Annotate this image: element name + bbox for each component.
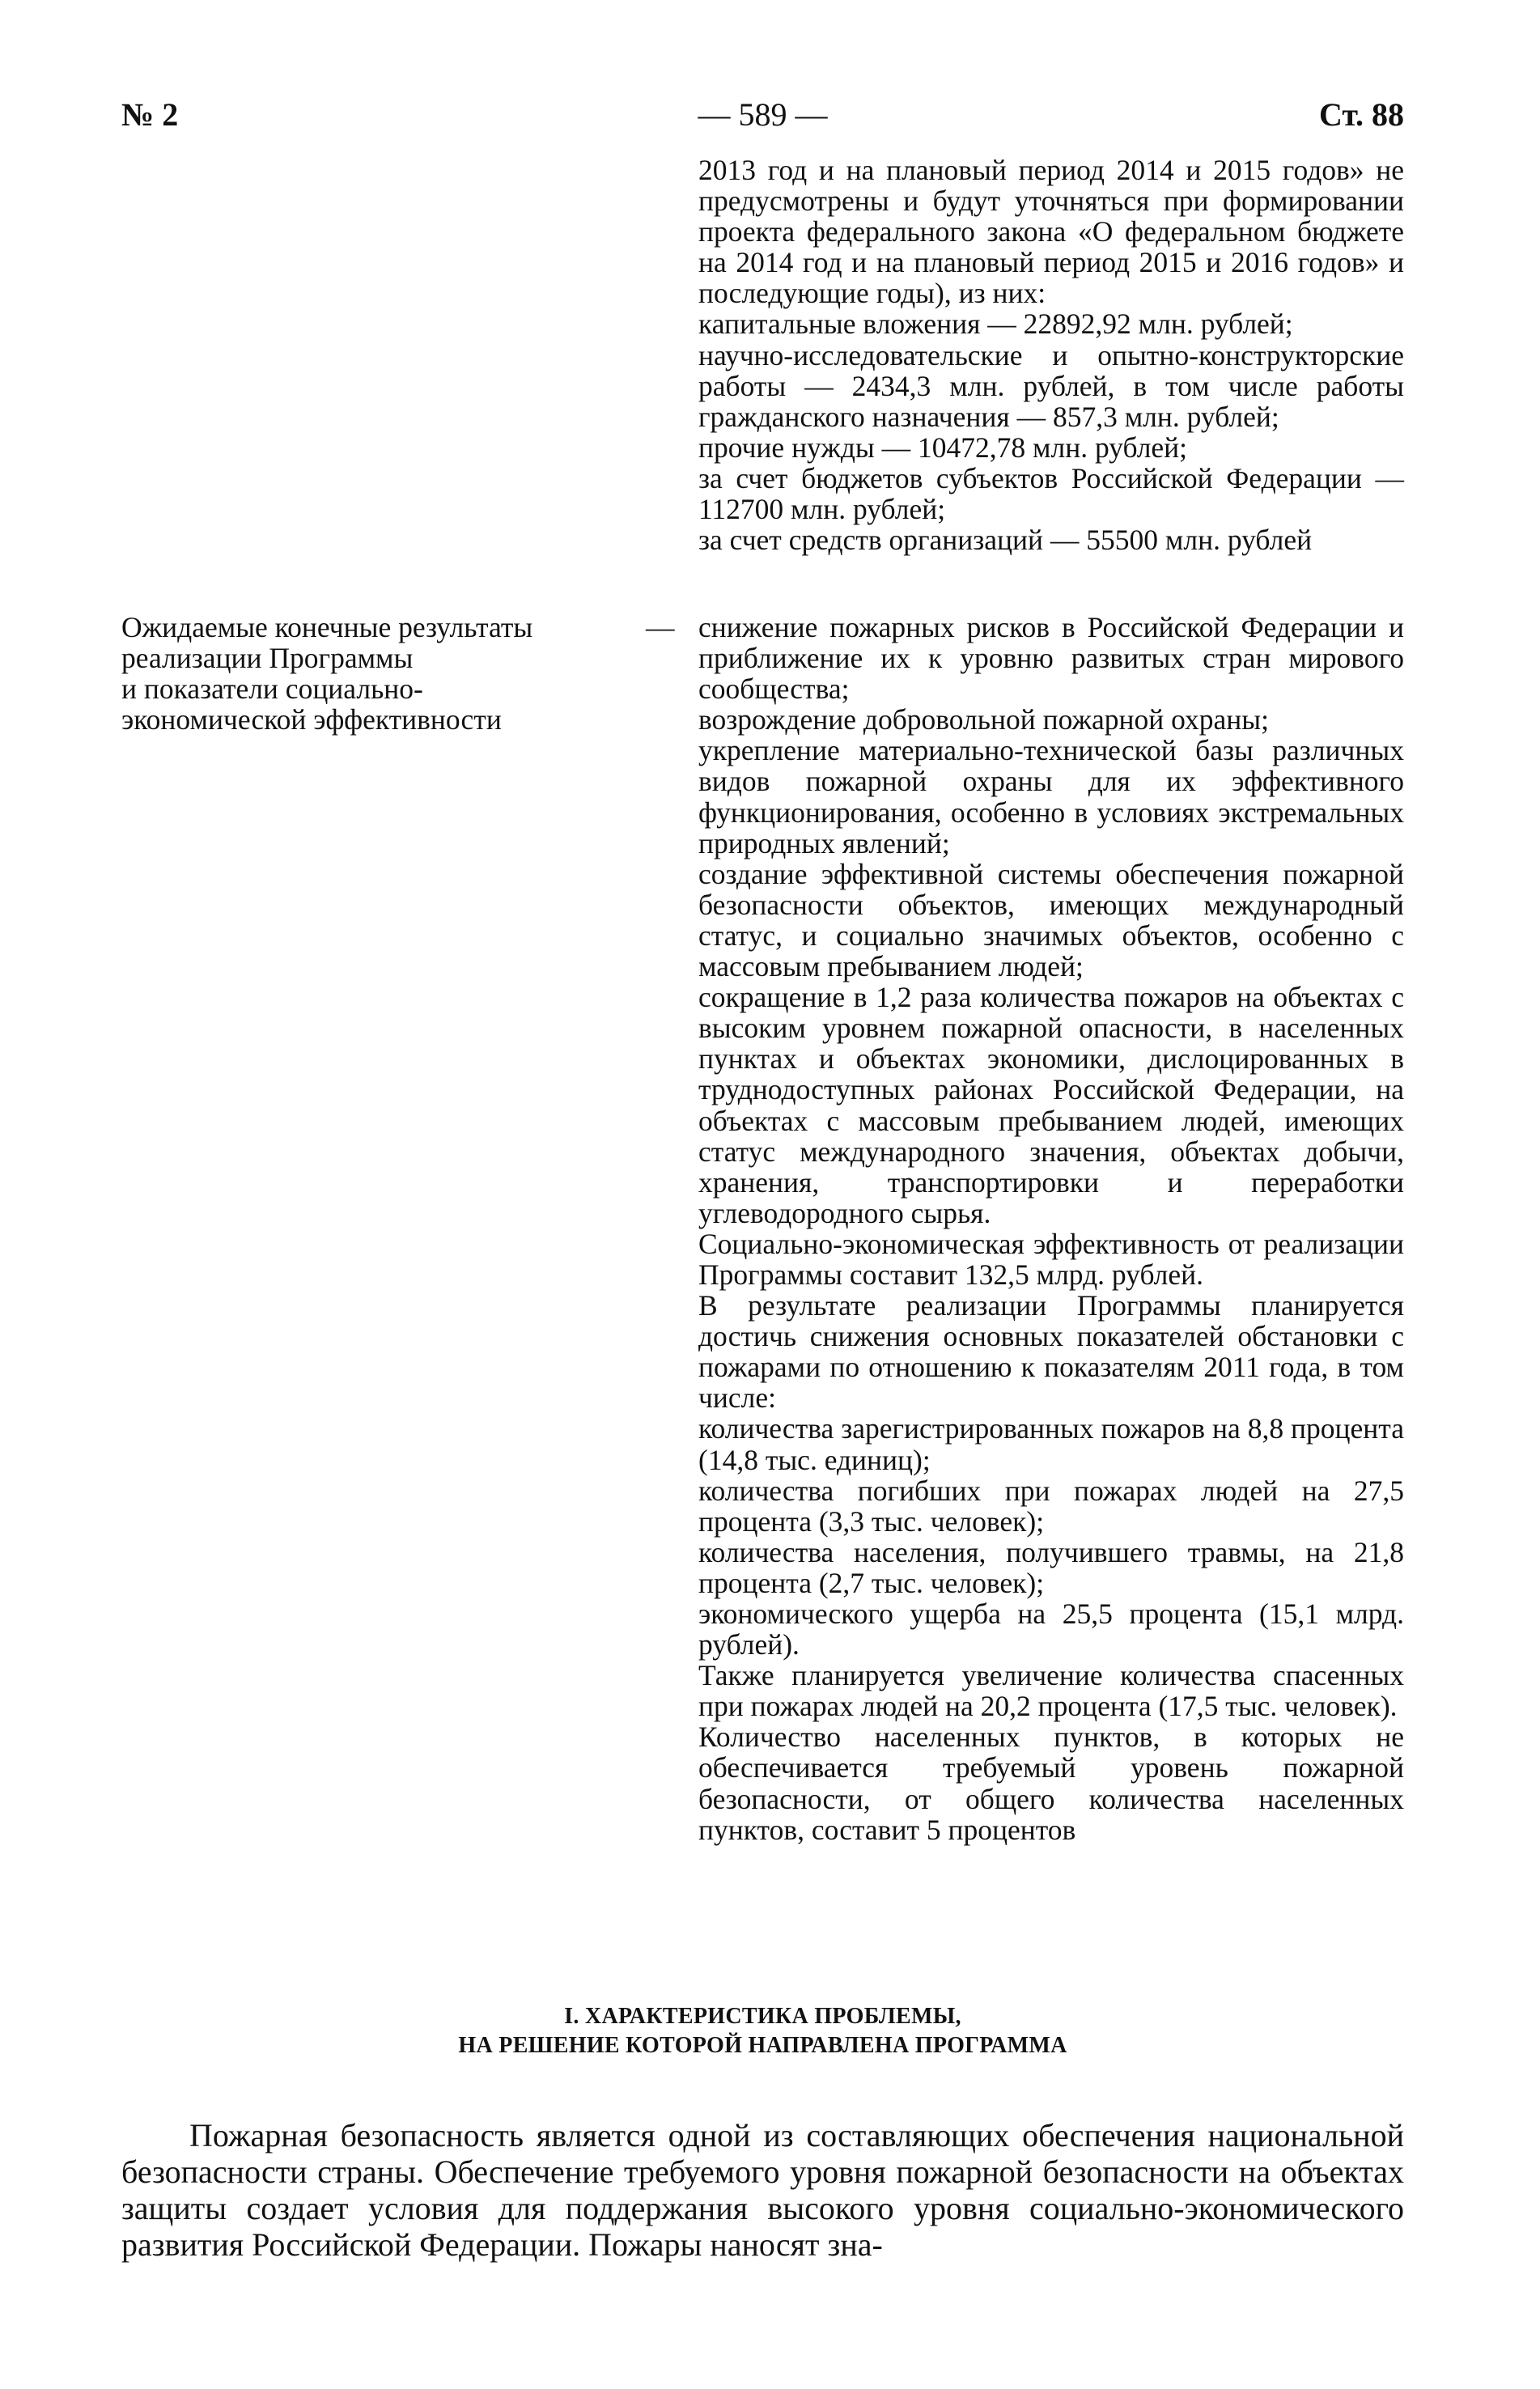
funding-item: прочие нужды — 10472,78 млн. рублей; [698, 431, 1188, 464]
results-dash: — [646, 611, 675, 643]
results-item: количества населения, получившего травмы, на 21,8 процента (2,7 тыс. человек); [698, 1535, 1404, 1599]
results-item: создание эффективной системы обеспечения пожарной безопасности объектов, имеющих международный статус, и социально значимых объектов, особенно с массовым пребыванием людей; [698, 857, 1404, 983]
results-item: возрождение добровольной пожарной охраны; [698, 703, 1269, 736]
section-paragraph: Пожарная безопасность является одной из составляющих обеспечения национальной безопасности страны. Обеспечение требуемого уровня пожарной безопасности на объектах защиты создает условия для поддержания высокого уровня социально-экономического развития Российской Федерации. Пожары наносят зна- [121, 2117, 1404, 2263]
results-item: Социально-экономическая эффективность от реализации Программы составит 132,5 млрд. рублей. [698, 1227, 1404, 1291]
results-item: Количество населенных пунктов, в которых не обеспечивается требуемый уровень пожарной безопасности, от общего количества населенных пунктов, составит 5 процентов [698, 1721, 1404, 1846]
issue-number: № 2 [121, 96, 179, 133]
funding-item: за счет средств организаций — 55500 млн. рублей [698, 524, 1313, 557]
funding-intro: 2013 год и на плановый период 2014 и 2015 годов» не предусмотрены и будут уточняться при формировании проекта федерального закона «О федеральном бюджете на 2014 год и на плановый период 2015 и 2016 годов» и последующие годы), из них: [698, 154, 1404, 310]
funding-item: научно-исследовательские и опытно-конструкторские работы — 2434,3 млн. рублей, в том числе работы гражданского назначения — 857,3 млн. рублей; [698, 338, 1404, 433]
results-list [698, 612, 1404, 1845]
results-item: количества погибших при пожарах людей на 27,5 процента (3,3 тыс. человек); [698, 1474, 1404, 1538]
section-title [121, 2002, 1404, 2060]
results-item: Также планируется увеличение количества спасенных при пожарах людей на 20,2 процента (17,5 тыс. человек). [698, 1659, 1404, 1723]
results-item: экономического ущерба на 25,5 процента (15,1 млрд. рублей). [698, 1598, 1404, 1661]
funding-continuation [698, 155, 1404, 555]
results-item: укрепление материально-технической базы различных видов пожарной охраны для их эффективного функционирования, особенно в условиях экстремальных природных явлений; [698, 734, 1404, 859]
results-label [121, 612, 607, 735]
results-label-line: Ожидаемые конечные результаты [121, 611, 533, 643]
results-label-line: и показатели социально- [121, 673, 423, 706]
results-item: снижение пожарных рисков в Российской Федерации и приближение их к уровню развитых стран мирового сообщества; [698, 611, 1404, 706]
results-item: В результате реализации Программы планируется достичь снижения основных показателей обстановки с пожарами по отношению к показателям 2011 года, в том числе: [698, 1289, 1404, 1415]
page-header [121, 95, 1404, 144]
funding-item: капитальные вложения — 22892,92 млн. рублей; [698, 308, 1293, 341]
results-label-line: экономической эффективности [121, 703, 502, 736]
section-title-line: I. ХАРАКТЕРИСТИКА ПРОБЛЕМЫ, [564, 2004, 961, 2029]
page-number: — 589 — [698, 96, 828, 133]
section-title-line: НА РЕШЕНИЕ КОТОРОЙ НАПРАВЛЕНА ПРОГРАММА [458, 2033, 1067, 2058]
results-label-line: реализации Программы [121, 642, 414, 675]
results-item: сокращение в 1,2 раза количества пожаров на объектах с высоким уровнем пожарной опасности, в населенных пунктах и объектах экономики, дислоцированных в труднодоступных районах Российской Федерации, на объектах с массовым пребыванием людей, имеющих статус международного значения, объектах добычи, хранения, транспортировки и переработки углеводородного сырья. [698, 981, 1404, 1229]
article-number: Ст. 88 [1319, 96, 1404, 133]
results-item: количества зарегистрированных пожаров на 8,8 процента (14,8 тыс. единиц); [698, 1412, 1404, 1476]
funding-item: за счет бюджетов субъектов Российской Федерации — 112700 млн. рублей; [698, 461, 1404, 526]
